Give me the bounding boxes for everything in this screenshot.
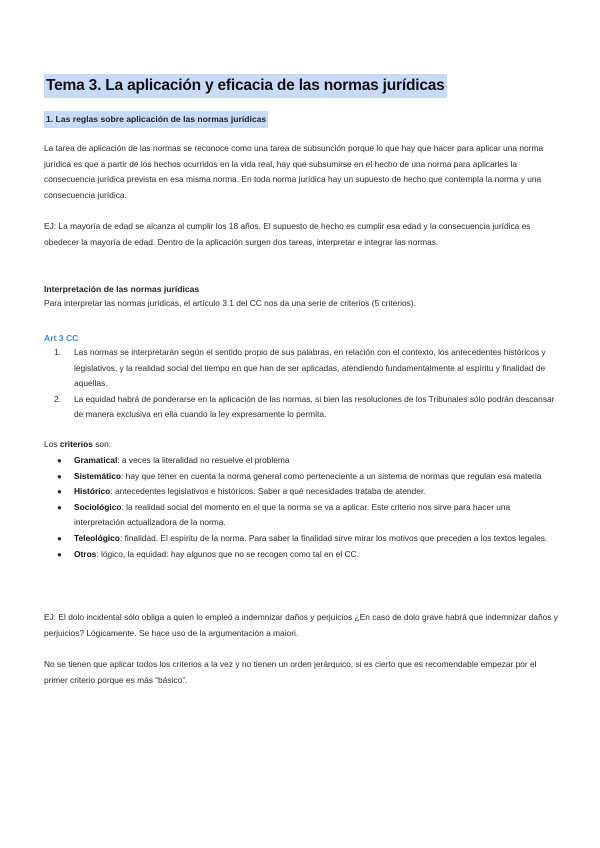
criterios-list — [44, 453, 560, 562]
list-item: ● Gramatical: a veces la literalidad no resuelve el problema — [44, 453, 560, 469]
paragraph-subsuncion: La tarea de aplicación de las normas se reconoce como una tarea de subsunción porque lo que hay que hacer para aplicar una norma jurídica es que a partir de los hechos ocurridos en la vida real, hay que subsumirse en el hecho de una norma para aplicarles la consecuencia jurídica prevista en esa misma norma. En toda norma jurídica hay un supuesto de hecho que contempla la norma y una consecuencia jurídica. — [44, 143, 544, 200]
bullet-icon: ● — [57, 471, 62, 481]
bullet-icon: ● — [57, 549, 62, 559]
art-3-list — [44, 345, 560, 423]
list-item: ● Histórico: antecedentes legislativos e históricos. Saber a qué necesidades trataba de atender. — [44, 484, 560, 500]
bullet-icon: ● — [57, 533, 62, 543]
art-3-cc-heading: Art 3 CC — [44, 333, 79, 343]
list-item: ● Otros: lógico, la equidad: hay algunos que no se recogen como tal en el CC. — [44, 547, 560, 563]
list-item: 1. Las normas se interpretarán según el sentido propio de sus palabras, en relación con el contexto, los antecedentes históricos y legislativos, y la realidad social del tiempo en que han de ser aplicadas, atendiendo fundamentalmente al espíritu y finalidad de aquellas. — [54, 347, 546, 389]
bullet-icon: ● — [57, 502, 62, 512]
section-heading: 1. Las reglas sobre aplicación de las normas jurídicas — [44, 111, 268, 128]
interpretacion-heading: Interpretación de las normas jurídicas — [44, 284, 200, 294]
bullet-icon: ● — [57, 487, 62, 497]
list-item: 2. La equidad habrá de ponderarse en la aplicación de las normas, si bien las resoluciones de los Tribunales sólo podrán descansar de manera exclusiva en ella cuando la ley expresamente lo permita. — [54, 393, 555, 420]
paragraph-ejemplo-mayoria-edad: EJ: La mayoría de edad se alcanza al cumplir los 18 años. El supuesto de hecho es cumplir esa edad y la consecuencia jurídica es obedecer la mayoría de edad. Dentro de la aplicación surgen dos tareas, interpretar e integrar las normas. — [44, 221, 531, 247]
paragraph-ejemplo-dolo: EJ: El dolo incidental sólo obliga a quien lo empleó a indemnizar daños y perjuicios ¿En caso de dolo grave habrá que indemnizar daños y perjuicios? Lógicamente. Se hace uso de la argumentación a maiori. — [44, 612, 558, 638]
list-item: ● Teleológico: finalidad. El espíritu de la norma. Para saber la finalidad sirve mirar los motivos que preceden a los textos legales. — [44, 531, 560, 547]
page-title: Tema 3. La aplicación y eficacia de las normas jurídicas — [44, 74, 447, 98]
bullet-icon: ● — [57, 456, 62, 465]
criterios-intro: Los criterios son: — [44, 439, 112, 449]
list-item: ● Sociológico: la realidad social del momento en el que la norma se va a aplicar. Este criterio nos sirve para hacer una interpretación actualizadora de la norma. — [57, 501, 511, 528]
paragraph-conclusion: No se tienen que aplicar todos los criterios a la vez y no tienen un orden jerárquico, si es cierto que es recomendable empezar por el primer criterio porque es más “básico”. — [44, 659, 537, 685]
list-item: ● Sistemático: hay que tener en cuenta la norma general como perteneciente a un sistema de normas que regulan esa materia — [44, 469, 560, 485]
interpretacion-text: Para interpretar las normas jurídicas, el artículo 3.1 del CC nos da una serie de criterios (5 criterios). — [44, 298, 416, 308]
